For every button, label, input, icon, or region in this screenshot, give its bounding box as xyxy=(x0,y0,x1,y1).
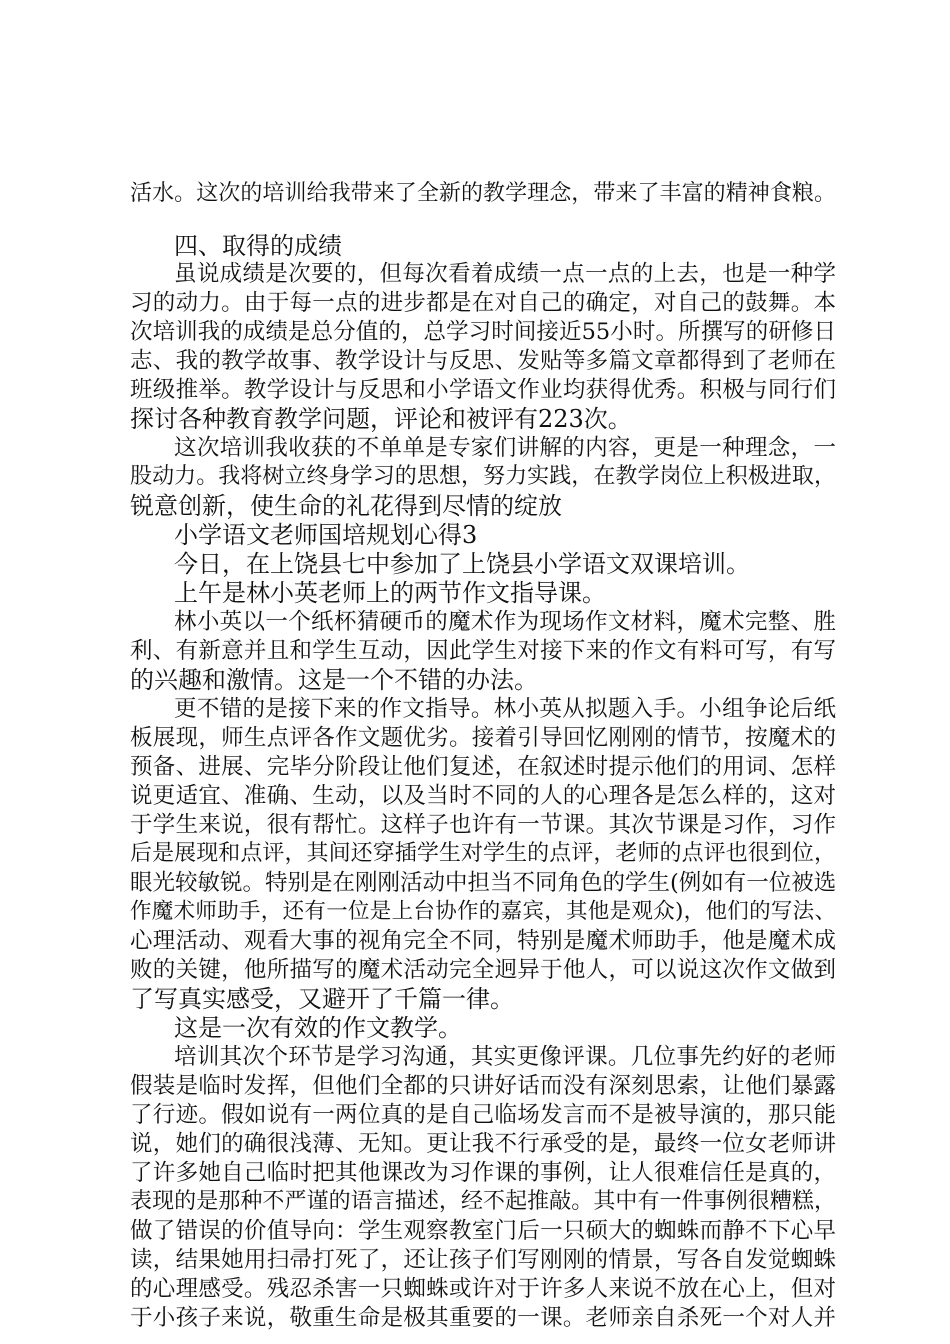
text-line: 活水。这次的培训给我带来了全新的教学理念，带来了丰富的精神食粮。 xyxy=(130,181,836,206)
text-line: 培训其次个环节是学习沟通，其实更像评课。几位事先约好的老师 xyxy=(174,1044,836,1070)
text-line: 林小英以一个纸杯猜硬币的魔术作为现场作文材料，魔术完整、胜 xyxy=(174,609,836,635)
text-line: 今日，在上饶县七中参加了上饶县小学语文双课培训。 xyxy=(174,550,750,578)
text-line: 于学生来说，很有帮忙。这样子也许有一节课。其次节课是习作，习作 xyxy=(130,812,836,838)
text-line: 虽说成绩是次要的，但每次看着成绩一点一点的上去，也是一种学 xyxy=(174,261,836,287)
text-line: 了行迹。假如说有一两位真的是自己临场发言而不是被导演的，那只能 xyxy=(130,1102,836,1128)
text-line: 表现的是那种不严谨的语言描述，经不起推敲。其中有一件事例很糟糕， xyxy=(130,1189,836,1214)
text-line: 上午是林小英老师上的两节作文指导课。 xyxy=(174,579,606,607)
text-line: 志、我的教学故事、教学设计与反思、发贴等多篇文章都得到了老师在 xyxy=(130,348,836,374)
text-line: 班级推举。教学设计与反思和小学语文作业均获得优秀。积极与同行们 xyxy=(130,377,836,403)
text-line: 败的关键，他所描写的魔术活动完全迥异于他人，可以说这次作文做到 xyxy=(130,957,836,983)
text-line: 眼光较敏锐。特别是在刚刚活动中担当不同角色的学生(例如有一位被选 xyxy=(130,870,837,896)
text-line: 更不错的是接下来的作文指导。林小英从拟题入手。小组争论后纸 xyxy=(174,696,836,722)
text-line: 的心理感受。残忍杀害一只蜘蛛或许对于许多人来说不放在心上，但对 xyxy=(130,1276,836,1302)
text-line: 习的动力。由于每一点的进步都是在对自己的确定，对自己的鼓舞。本 xyxy=(130,290,836,316)
section-heading: 小学语文老师国培规划心得3 xyxy=(174,521,478,549)
text-line: 这次培训我收获的不单单是专家们讲解的内容，更是一种理念，一 xyxy=(174,435,836,461)
text-line: 预备、进展、完毕分阶段让他们复述，在叙述时提示他们的用词、怎样 xyxy=(130,754,836,780)
text-line: 板展现，师生点评各作文题优劣。接着引导回忆刚刚的情节，按魔术的 xyxy=(130,725,836,751)
text-line: 锐意创新，使生命的礼花得到尽情的绽放 xyxy=(130,492,562,520)
text-line: 探讨各种教育教学问题，评论和被评有223次。 xyxy=(130,405,632,433)
text-line: 了许多她自己临时把其他课改为习作课的事例，让人很难信任是真的， xyxy=(130,1160,836,1186)
text-line: 了写真实感受，又避开了千篇一律。 xyxy=(130,985,514,1013)
section-heading: 四、取得的成绩 xyxy=(174,232,342,260)
text-line: 这是一次有效的作文教学。 xyxy=(174,1014,462,1042)
text-line: 读，结果她用扫帚打死了，还让孩子们写刚刚的情景，写各自发觉蜘蛛 xyxy=(130,1247,836,1273)
text-line: 于小孩子来说，敬重生命是极其重要的一课。老师亲自杀死一个对人并 xyxy=(130,1305,836,1331)
text-line: 假装是临时发挥，但他们全都的只讲好话而没有深刻思索，让他们暴露 xyxy=(130,1073,836,1099)
text-line: 股动力。我将树立终身学习的思想，努力实践，在教学岗位上积极进取， xyxy=(130,464,836,489)
text-line: 的兴趣和激情。这是一个不错的办法。 xyxy=(130,666,538,694)
text-line: 心理活动、观看大事的视角完全不同，特别是魔术师助手，他是魔术成 xyxy=(130,928,836,954)
text-line: 后是展现和点评，其间还穿插学生对学生的点评，老师的点评也很到位， xyxy=(130,841,836,866)
text-line: 作魔术师助手，还有一位是上台协作的嘉宾，其他是观众)，他们的写法、 xyxy=(130,899,836,924)
text-line: 次培训我的成绩是总分值的，总学习时间接近55小时。所撰写的研修日 xyxy=(130,319,836,345)
text-line: 说更适宜、准确、生动，以及当时不同的人的心理各是怎么样的，这对 xyxy=(130,783,836,809)
text-line: 做了错误的价值导向：学生观察教室门后一只硕大的蜘蛛而静不下心早 xyxy=(130,1218,836,1244)
text-line: 说，她们的确很浅薄、无知。更让我不行承受的是，最终一位女老师讲 xyxy=(130,1131,836,1157)
text-line: 利、有新意并且和学生互动，因此学生对接下来的作文有料可写，有写 xyxy=(130,638,836,664)
